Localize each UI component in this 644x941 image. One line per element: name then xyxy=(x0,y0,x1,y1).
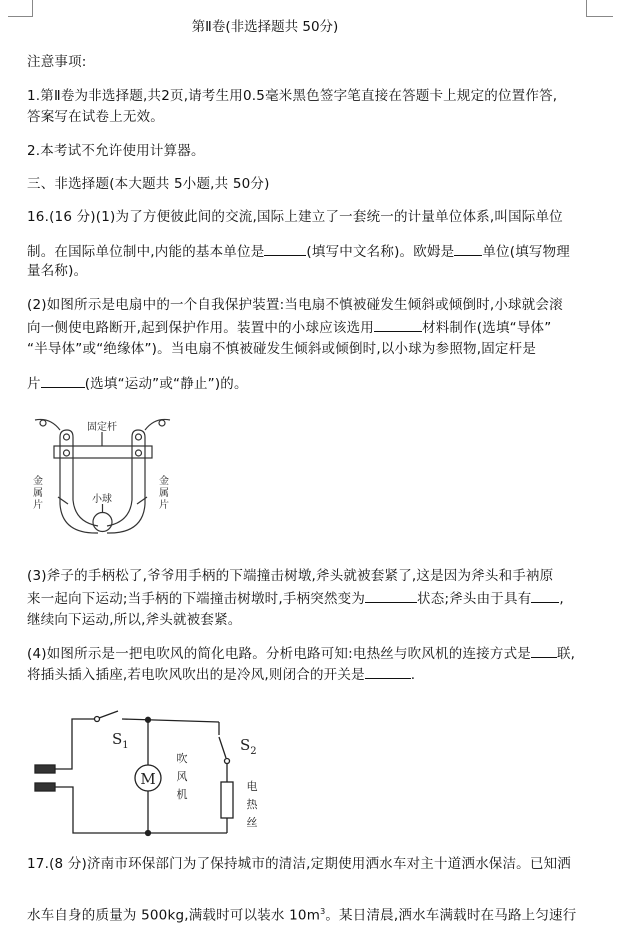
wire-coil-left xyxy=(40,420,46,426)
notice-item-2: 2.本考试不允许使用计算器。 xyxy=(27,143,205,159)
switch-s2-blade xyxy=(219,737,226,758)
s1-contact xyxy=(95,717,100,722)
crop-mark-top-left xyxy=(8,0,33,17)
q16-part4-line-1-text-a: (4)如图所示是一把电吹风的简化电路。分析电路可知:电热丝与吹风机的连接方式是 xyxy=(27,646,531,662)
q17-line-2-text-b: 。某日清晨,洒水车满载时在马路上匀速行 xyxy=(325,907,577,924)
label-metal-right-2: 属 xyxy=(159,488,169,499)
q16-part3-line-2-text-c: , xyxy=(559,591,564,607)
wire-coil-right xyxy=(159,420,165,426)
motor-label-m: M xyxy=(140,770,156,788)
q16-line-3: 量名称)。 xyxy=(27,263,88,279)
q16-part3-line-2 xyxy=(27,589,564,608)
answer-blank xyxy=(41,374,85,388)
notice-heading: 注意事项: xyxy=(27,54,87,70)
wire-plug-to-s1 xyxy=(55,719,95,769)
notice-item-1-line-1: 1.第Ⅱ卷为非选择题,共2页,请考生用0.5毫米黑色签字笔直接在答题卡上规定的位置作答, xyxy=(27,88,558,104)
wire-bottom xyxy=(55,787,227,833)
q16-part3-line-2-text-b: 状态;斧头由于具有 xyxy=(417,591,532,607)
metal-strip-left-outer xyxy=(60,437,98,533)
answer-blank xyxy=(365,665,411,679)
protection-device-figure xyxy=(30,412,175,542)
metal-strip-left-inner xyxy=(60,430,98,526)
label-metal-right-1: 金 xyxy=(159,476,169,487)
section-title: 第Ⅱ卷(非选择题共 50分) xyxy=(191,19,339,35)
metal-strip-right-outer xyxy=(107,437,145,533)
q16-part2-line-3: “半导体”或“绝缘体”)。当电扇不慎被碰发生倾斜或倾倒时,以小球为参照物,固定杆是 xyxy=(27,341,537,357)
q16-line-1: 16.(16 分)(1)为了方便彼此间的交流,国际上建立了一套统一的计量单位体系,叫国际单位 xyxy=(27,209,563,225)
label-metal-left-3: 片 xyxy=(33,500,43,511)
plug-prong-bottom xyxy=(35,783,55,791)
plug-prong-top xyxy=(35,765,55,773)
q16-part3-line-3: 继续向下运动,所以,斧头就被套紧。 xyxy=(27,612,242,628)
q16-line-2 xyxy=(27,242,570,261)
answer-blank xyxy=(374,318,422,332)
answer-blank xyxy=(264,242,306,256)
q16-line-2-text-a: 制。在国际单位制中,内能的基本单位是 xyxy=(27,244,265,260)
hair-dryer-circuit-figure xyxy=(30,700,280,840)
heater-label-1: 电 xyxy=(246,780,258,793)
small-ball xyxy=(93,513,112,532)
s2-contact xyxy=(225,759,230,764)
motor-label-3: 机 xyxy=(176,788,188,801)
motor-label-1: 吹 xyxy=(176,752,188,765)
section-heading: 三、非选择题(本大题共 5小题,共 50分) xyxy=(27,176,270,192)
q17-line-2 xyxy=(27,903,576,925)
label-s2: $S_2$ xyxy=(240,736,257,757)
q17-line-2-text-a: 水车自身的质量为 500kg,满载时可以装水 10m xyxy=(27,907,321,924)
q16-part4-line-1 xyxy=(27,644,575,663)
motor-label-2: 风 xyxy=(176,770,188,783)
q17-superscript: 3 xyxy=(320,907,326,916)
pivot-left-rod xyxy=(64,450,70,456)
q16-line-2-text-c: 单位(填写物理 xyxy=(482,244,571,260)
answer-blank xyxy=(365,589,417,603)
switch-s1-blade xyxy=(99,711,118,718)
q16-line-2-text-b: (填写中文名称)。欧姆是 xyxy=(306,244,455,260)
q16-part2-line-4-text-b: (选填“运动”或“静止”)的。 xyxy=(84,376,248,392)
heater-label-3: 丝 xyxy=(246,816,258,829)
junction-bottom xyxy=(146,831,151,836)
metal-strip-right-inner xyxy=(107,430,145,526)
label-fixed-rod: 固定杆 xyxy=(87,422,117,433)
heater-label-2: 热 xyxy=(246,798,258,811)
q17-line-1: 17.(8 分)济南市环保部门为了保持城市的清洁,定期使用洒水车对主十道洒水保洁。已知洒 xyxy=(27,856,571,872)
q16-part2-line-2-text-b: 材料制作(选填“导体” xyxy=(422,320,552,336)
q16-part4-line-1-text-b: 联, xyxy=(556,646,576,662)
q16-part3-line-2-text-a: 来一起向下运动;当手柄的下端撞击树墩时,手柄突然变为 xyxy=(27,591,366,607)
q16-part2-line-2-text-a: 向一侧使电路断开,起到保护作用。装置中的小球应该选用 xyxy=(27,320,374,336)
pivot-right-top xyxy=(136,434,142,440)
notice-item-1-line-2: 答案写在试卷上无效。 xyxy=(27,109,164,125)
q16-part4-line-2-text-b: . xyxy=(410,667,416,683)
wire-right xyxy=(145,419,170,430)
label-metal-left-1: 金 xyxy=(33,476,43,487)
pivot-left-top xyxy=(64,434,70,440)
wire-left xyxy=(35,419,60,430)
label-small-ball: 小球 xyxy=(92,494,112,505)
q16-part2-line-4 xyxy=(27,374,248,393)
q16-part4-line-2 xyxy=(27,665,415,684)
label-metal-left-2: 属 xyxy=(33,488,43,499)
label-metal-right-3: 片 xyxy=(159,500,169,511)
heater-resistor xyxy=(221,782,233,818)
q16-part3-line-1: (3)斧子的手柄松了,爷爷用手柄的下端撞击树墩,斧头就被套紧了,这是因为斧头和手衲原 xyxy=(27,568,554,584)
answer-blank xyxy=(531,644,557,658)
wire-top xyxy=(122,719,219,722)
q16-part4-line-2-text-a: 将插头插入插座,若电吹风吹出的是冷风,则闭合的开关是 xyxy=(27,667,365,683)
crop-mark-top-right xyxy=(586,0,613,17)
answer-blank xyxy=(454,242,482,256)
q16-part2-line-4-text-a: 片 xyxy=(27,376,41,392)
pivot-right-rod xyxy=(136,450,142,456)
q16-part2-line-1: (2)如图所示是电扇中的一个自我保护装置:当电扇不慎被碰发生倾斜或倾倒时,小球就会滚 xyxy=(27,297,563,313)
q16-part2-line-2 xyxy=(27,318,551,337)
answer-blank xyxy=(531,589,559,603)
label-s1: $S_1$ xyxy=(112,730,129,751)
